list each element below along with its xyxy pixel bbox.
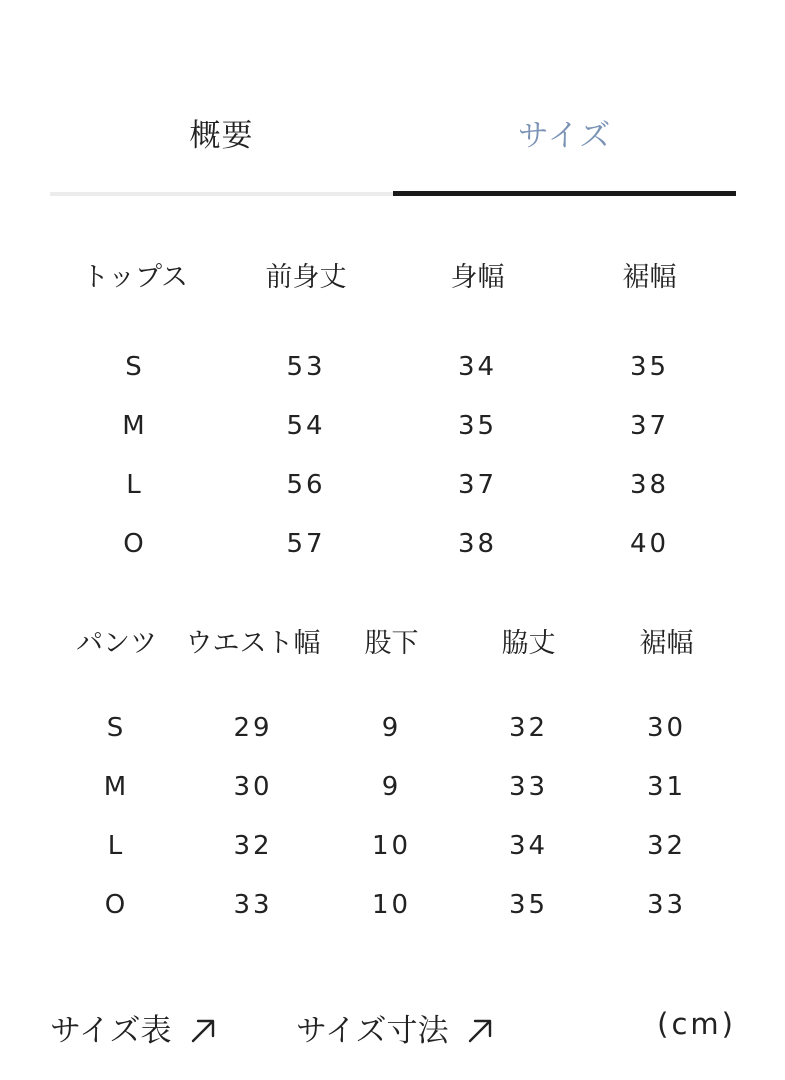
size-measurement-link-label: サイズ寸法 (296, 1013, 449, 1049)
table-header-row (50, 612, 736, 698)
column-header: 身幅 (450, 261, 505, 293)
arrow-up-right-icon (190, 1017, 216, 1043)
table-row (50, 337, 736, 396)
table-cell: 53 (286, 351, 326, 382)
table-cell: 10 (371, 830, 412, 861)
table-cell: 37 (457, 469, 498, 500)
size-label-cell: L (107, 830, 126, 861)
table-row (50, 757, 736, 816)
table-cell: 30 (646, 712, 687, 743)
table-cell: 34 (508, 830, 549, 861)
size-label-cell: S (125, 351, 145, 382)
size-label-cell: S (106, 712, 127, 743)
table-cell: 32 (233, 830, 273, 861)
footer-links (50, 1005, 736, 1055)
table-cell: 38 (457, 528, 498, 559)
table-cell: 9 (381, 771, 402, 802)
tab-summary[interactable] (50, 90, 393, 196)
tab-bar (50, 90, 736, 196)
table-cell: 9 (381, 712, 402, 743)
table-row (50, 396, 736, 455)
table-cell: 57 (286, 528, 326, 559)
table-cell: 33 (646, 889, 687, 920)
table-row (50, 455, 736, 514)
tab-summary-underline (50, 192, 393, 196)
table-cell: 34 (457, 351, 498, 382)
size-label-cell: L (126, 469, 144, 500)
table-row (50, 816, 736, 875)
size-chart-link[interactable] (50, 1005, 216, 1050)
column-header: 裾幅 (622, 261, 677, 293)
size-label-cell: O (104, 889, 129, 920)
size-label-cell: M (122, 410, 148, 441)
tab-size-active-underline (393, 191, 736, 196)
table-row (50, 514, 736, 573)
column-header: トップス (81, 261, 189, 293)
table-cell: 30 (233, 771, 273, 802)
table-cell: 40 (629, 528, 670, 559)
table-cell: 35 (629, 351, 670, 382)
column-header: パンツ (76, 627, 157, 659)
column-header: 股下 (364, 627, 419, 659)
table-cell: 56 (286, 469, 326, 500)
table-cell: 54 (286, 410, 326, 441)
size-measurement-link[interactable] (296, 1005, 493, 1050)
unit-label: (cm) (657, 1007, 736, 1041)
table-cell: 31 (646, 771, 687, 802)
arrow-up-right-icon (467, 1017, 493, 1043)
column-header: ウエスト幅 (185, 627, 321, 659)
table-cell: 33 (508, 771, 549, 802)
table-cell: 35 (457, 410, 498, 441)
table-row (50, 875, 736, 934)
table-cell: 35 (508, 889, 549, 920)
table-cell: 29 (233, 712, 273, 743)
column-header: 裾幅 (639, 627, 694, 659)
table-row (50, 698, 736, 757)
column-header: 前身丈 (265, 261, 347, 293)
tops-size-table (50, 246, 736, 573)
size-label-cell: O (123, 528, 147, 559)
size-chart-link-label: サイズ表 (50, 1013, 172, 1049)
table-cell: 38 (629, 469, 670, 500)
table-header-row (50, 246, 736, 337)
table-cell: 10 (371, 889, 412, 920)
table-cell: 32 (646, 830, 687, 861)
size-label-cell: M (103, 771, 130, 802)
column-header: 脇丈 (501, 627, 556, 659)
tab-size-label: サイズ (517, 118, 612, 154)
table-cell: 33 (233, 889, 273, 920)
tab-size[interactable] (393, 90, 736, 196)
pants-size-table (50, 612, 736, 934)
tab-summary-label: 概要 (189, 118, 254, 154)
table-cell: 32 (508, 712, 549, 743)
table-cell: 37 (629, 410, 670, 441)
